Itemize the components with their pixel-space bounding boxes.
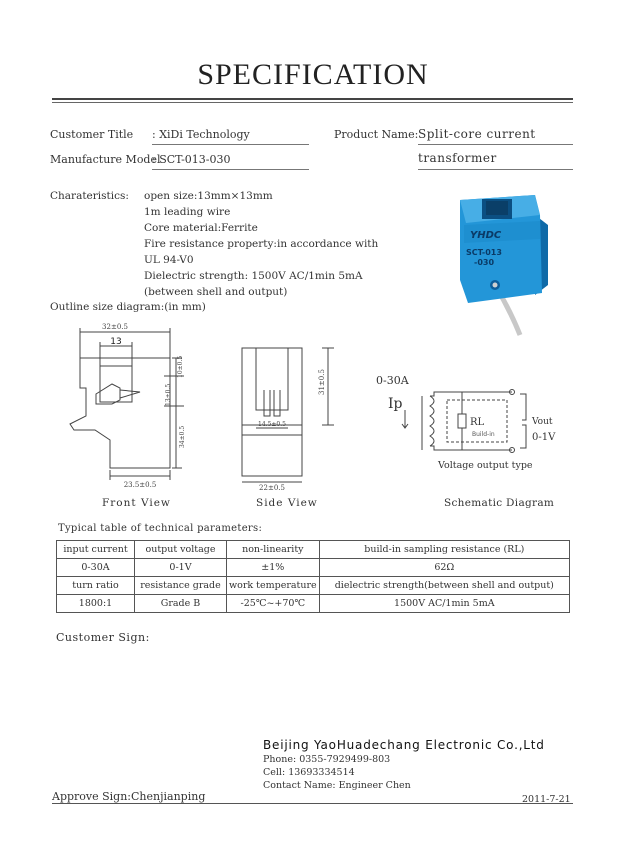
- company-name: Beijing YaoHuadechang Electronic Co.,Ltd: [263, 738, 545, 752]
- characteristic-line: Fire resistance property:in accordance with: [144, 238, 379, 250]
- table-cell: Grade B: [135, 595, 227, 613]
- side-view-drawing: [236, 340, 346, 490]
- dim-front-top: 32±0.5: [102, 323, 128, 331]
- photo-model-line-1: SCT-013: [466, 248, 502, 257]
- schematic-rl: RL: [470, 417, 485, 428]
- page-title: SPECIFICATION: [197, 58, 429, 91]
- technical-parameters-table: [56, 540, 570, 613]
- table-cell: 1500V AC/1min 5mA: [319, 595, 569, 613]
- dim-side-bottom: 22±0.5: [259, 484, 285, 490]
- characteristic-line: (between shell and output): [144, 286, 288, 298]
- photo-model-line-2: -030: [474, 258, 495, 267]
- customer-sign-label: Customer Sign:: [56, 631, 150, 644]
- table-cell: ±1%: [227, 559, 320, 577]
- product-name-label: Product Name:: [334, 128, 419, 141]
- schematic-drawing: [372, 370, 572, 480]
- table-cell: 0-1V: [135, 559, 227, 577]
- dim-front-13: 13: [110, 337, 122, 347]
- side-view-caption: Side View: [256, 497, 318, 509]
- product-name-value: Split-core current: [418, 127, 573, 145]
- model-label: Manufacture Model: [50, 153, 161, 166]
- table-cell: output voltage: [135, 541, 227, 559]
- table-cell: work temperature: [227, 577, 320, 595]
- footer-rule: [52, 803, 573, 804]
- model-value: : SCT-013-030: [152, 153, 309, 170]
- table-cell: 0-30A: [57, 559, 135, 577]
- table-row: [57, 595, 570, 613]
- table-cell: resistance grade: [135, 577, 227, 595]
- schematic-caption: Schematic Diagram: [444, 497, 555, 509]
- company-cell: Cell: 13693334514: [263, 767, 355, 778]
- schematic-vout-range: 0-1V: [532, 432, 556, 443]
- dim-front-right-3: 34±0.5: [179, 425, 186, 448]
- dim-front-right-2: 13±0.5: [165, 383, 172, 406]
- dim-side-right: 31±0.5: [318, 369, 326, 395]
- dim-front-bottom: 23.5±0.5: [123, 481, 157, 489]
- table-cell: input current: [57, 541, 135, 559]
- schematic-build-in: Build-in: [472, 431, 495, 438]
- characteristic-line: UL 94-V0: [144, 254, 194, 266]
- table-cell: -25℃~+70℃: [227, 595, 320, 613]
- approve-sign: Approve Sign:Chenjianping: [52, 790, 206, 803]
- front-view-drawing: [60, 318, 200, 490]
- table-row: [57, 577, 570, 595]
- product-name-value-2: transformer: [418, 151, 573, 170]
- table-caption: Typical table of technical parameters:: [58, 523, 263, 534]
- title-rule-thin: [52, 102, 573, 103]
- customer-title-label: Customer Title: [50, 128, 134, 141]
- schematic-vout: Vout: [532, 417, 553, 427]
- title-rule-thick: [52, 98, 573, 100]
- schematic-output-type: Voltage output type: [438, 460, 533, 471]
- customer-title-value: : XiDi Technology: [152, 128, 309, 145]
- table-cell: 62Ω: [319, 559, 569, 577]
- table-row: [57, 541, 570, 559]
- outline-label: Outline size diagram:(in mm): [50, 301, 206, 313]
- characteristic-line: Dielectric strength: 1500V AC/1min 5mA: [144, 270, 363, 282]
- schematic-ip: Ip: [388, 396, 403, 412]
- characteristic-line: open size:13mm×13mm: [144, 190, 273, 202]
- table-cell: non-linearity: [227, 541, 320, 559]
- table-cell: turn ratio: [57, 577, 135, 595]
- company-contact: Contact Name: Engineer Chen: [263, 780, 411, 791]
- brand-logo-text: YHDC: [470, 230, 502, 241]
- dim-front-right-1: 10±0.5: [177, 355, 184, 378]
- document-date: 2011-7-21: [522, 794, 571, 805]
- schematic-range: 0-30A: [376, 374, 409, 387]
- dim-side-inner: 14.5±0.5: [258, 421, 286, 428]
- table-cell: 1800:1: [57, 595, 135, 613]
- front-view-caption: Front View: [102, 497, 171, 509]
- company-phone: Phone: 0355-7929499-803: [263, 754, 391, 765]
- table-cell: build-in sampling resistance (RL): [319, 541, 569, 559]
- table-row: [57, 559, 570, 577]
- characteristic-line: Core material:Ferrite: [144, 222, 258, 234]
- characteristics-label: Charateristics:: [50, 190, 129, 202]
- product-photo: [440, 185, 580, 340]
- table-cell: dielectric strength(between shell and output): [319, 577, 569, 595]
- characteristic-line: 1m leading wire: [144, 206, 231, 218]
